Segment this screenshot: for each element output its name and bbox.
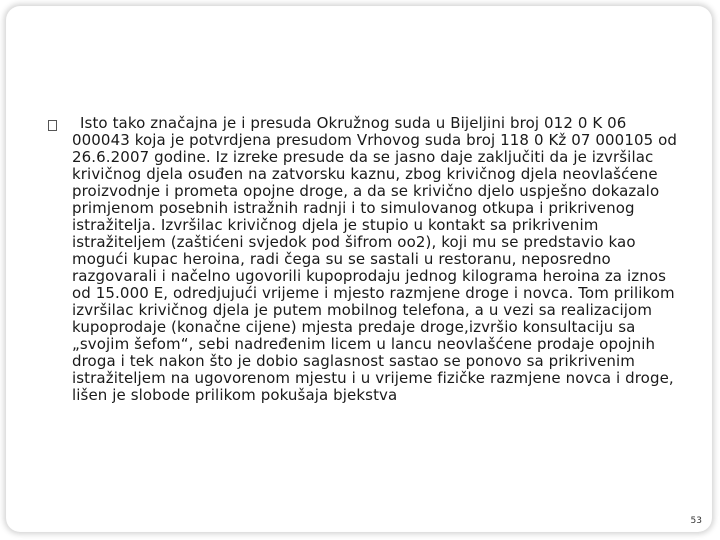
square-bullet-icon (48, 120, 57, 131)
page-number: 53 (690, 516, 702, 526)
body-paragraph: Isto tako značajna je i presuda Okružnog suda u Bijeljini broj 012 0 K 06 000043 koja je potvrdjena presudom Vrhovog suda broj 118 0 Kž 07 000105 od 26.6.2007 godine. Iz izreke presude da se jasno daje zaključiti da je izvršilac krivičnog djela osuđen na zatvorsku kaznu, zbog krivičnog djela neovlašćene proizvodnje i prometa opojne droge, a da se krivično djelo uspješno dokazalo primjenom posebnih istražnih radnji i to simulovanog otkupa i prikrivenog istražitelja. Izvršilac krivičnog djela je stupio u kontakt sa prikrivenim istražiteljem (zaštićeni svjedok pod šifrom oo2), koji mu se predstavio kao mogući kupac heroina, radi čega su se sastali u restoranu, neposredno razgovarali i načelno ugovorili kupoprodaju jednog kilograma heroina za iznos od 15.000 E, odredjujući vrijeme i mjesto razmjene droge i novca. Tom prilikom izvršilac krivičnog djela je putem mobilnog telefona, a u vezi sa realizacijom kupoprodaje (konačne cijene) mjesta predaje droge,izvršio konsultaciju sa „svojim šefom“, sebi nadređenim licem u lancu neovlašćene prodaje opojnih droga i tek nakon što je dobio saglasnost sastao se ponovo sa prikrivenim istražiteljem na ugovorenom mjestu i u vrijeme fizičke razmjene novca i droge, lišen je slobode prilikom pokušaja bjekstva (72, 114, 678, 404)
